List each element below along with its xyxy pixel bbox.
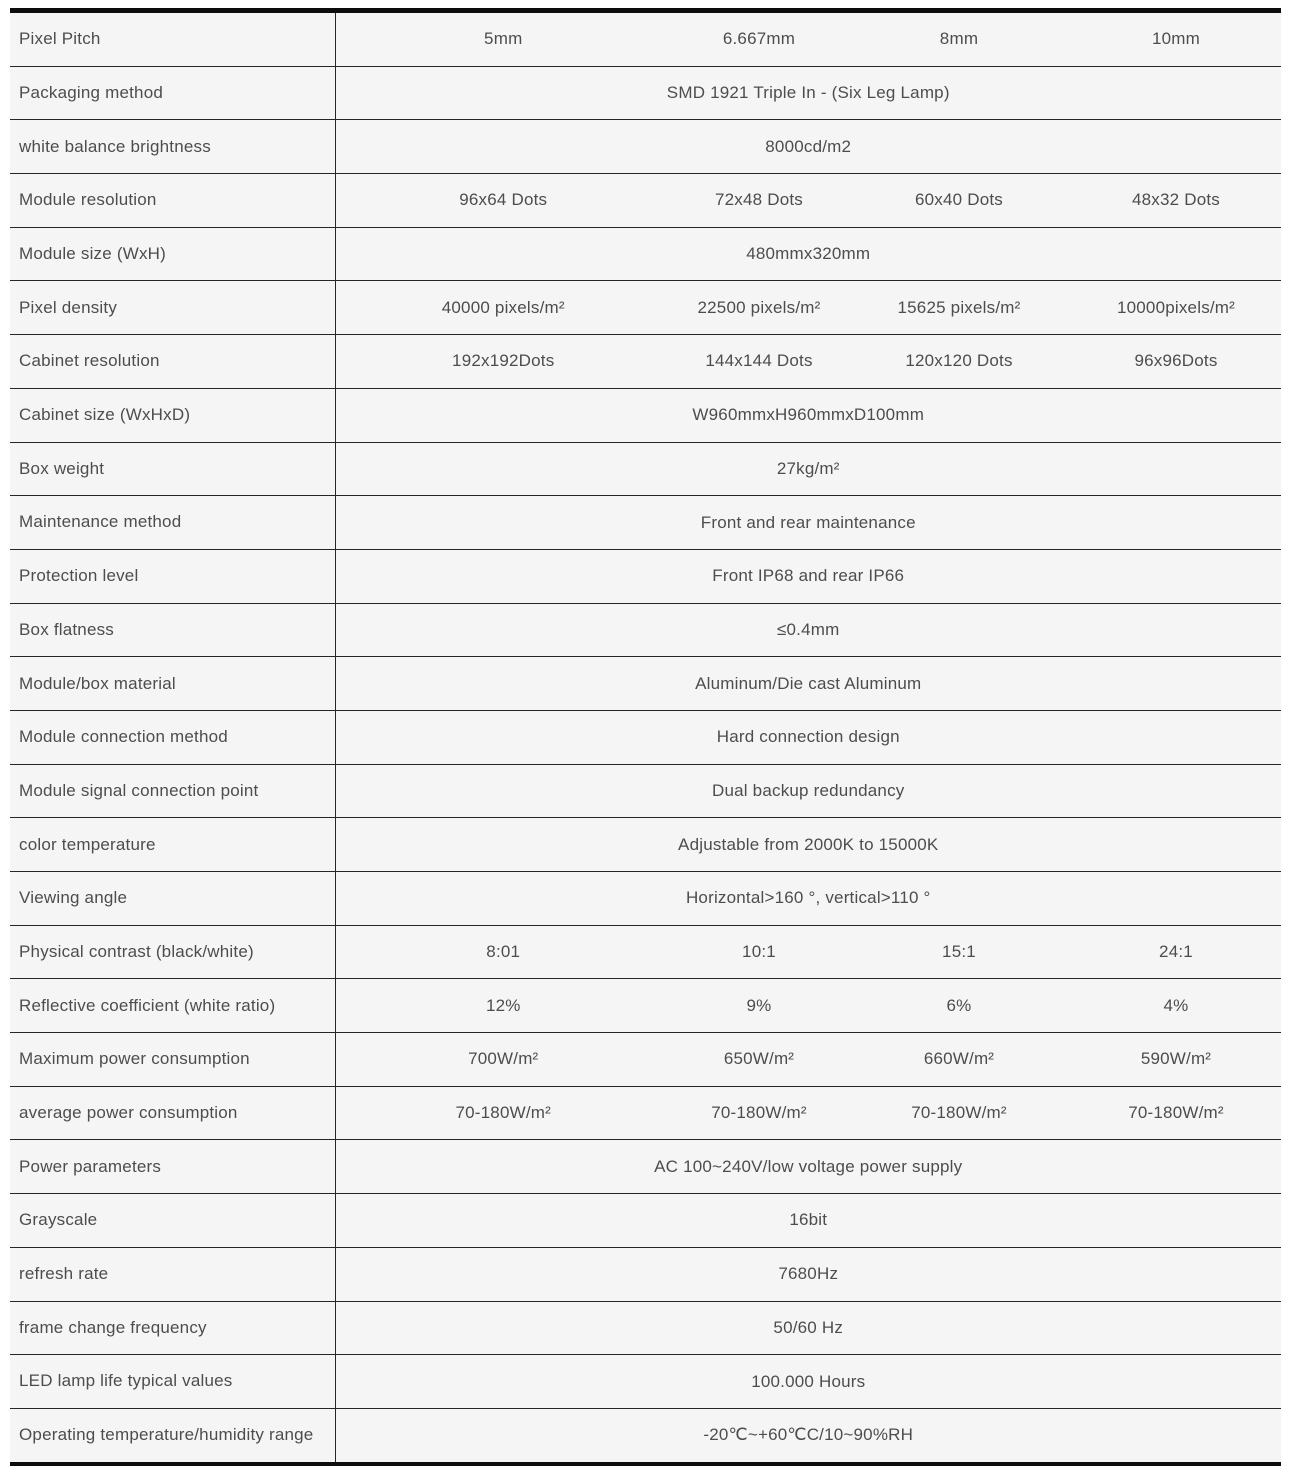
spec-value: 700W/m² bbox=[335, 1033, 671, 1087]
spec-value: 10mm bbox=[1071, 11, 1281, 67]
spec-label: Cabinet size (WxHxD) bbox=[10, 388, 335, 442]
spec-label: frame change frequency bbox=[10, 1301, 335, 1355]
spec-value: 4% bbox=[1071, 979, 1281, 1033]
table-row bbox=[10, 1355, 1281, 1409]
table-row bbox=[10, 603, 1281, 657]
spec-value-merged: W960mmxH960mmxD100mm bbox=[335, 388, 1281, 442]
table-row bbox=[10, 388, 1281, 442]
table-row bbox=[10, 1140, 1281, 1194]
spec-value: 22500 pixels/m² bbox=[671, 281, 847, 335]
spec-label: white balance brightness bbox=[10, 120, 335, 174]
spec-value: 590W/m² bbox=[1071, 1033, 1281, 1087]
spec-value-merged: 480mmx320mm bbox=[335, 227, 1281, 281]
spec-value-merged: 7680Hz bbox=[335, 1247, 1281, 1301]
table-row bbox=[10, 11, 1281, 67]
spec-value-merged: Horizontal>160 °, vertical>110 ° bbox=[335, 872, 1281, 926]
spec-sheet bbox=[10, 8, 1281, 1466]
table-row bbox=[10, 1301, 1281, 1355]
spec-label: Module size (WxH) bbox=[10, 227, 335, 281]
spec-value: 70-180W/m² bbox=[671, 1086, 847, 1140]
spec-value: 6% bbox=[847, 979, 1071, 1033]
spec-value-merged: AC 100~240V/low voltage power supply bbox=[335, 1140, 1281, 1194]
spec-value: 70-180W/m² bbox=[1071, 1086, 1281, 1140]
spec-value: 660W/m² bbox=[847, 1033, 1071, 1087]
spec-value: 6.667mm bbox=[671, 11, 847, 67]
table-row bbox=[10, 66, 1281, 120]
spec-value: 5mm bbox=[335, 11, 671, 67]
table-row bbox=[10, 335, 1281, 389]
spec-value-merged: Aluminum/Die cast Aluminum bbox=[335, 657, 1281, 711]
spec-label: Grayscale bbox=[10, 1194, 335, 1248]
spec-value: 120x120 Dots bbox=[847, 335, 1071, 389]
spec-label: Box weight bbox=[10, 442, 335, 496]
spec-value: 48x32 Dots bbox=[1071, 174, 1281, 228]
table-row bbox=[10, 1408, 1281, 1463]
table-row bbox=[10, 979, 1281, 1033]
spec-value: 8:01 bbox=[335, 925, 671, 979]
spec-value-merged: Front and rear maintenance bbox=[335, 496, 1281, 550]
spec-value: 650W/m² bbox=[671, 1033, 847, 1087]
spec-label: Maintenance method bbox=[10, 496, 335, 550]
spec-value: 9% bbox=[671, 979, 847, 1033]
spec-label: Box flatness bbox=[10, 603, 335, 657]
spec-label: Reflective coefficient (white ratio) bbox=[10, 979, 335, 1033]
table-row bbox=[10, 1033, 1281, 1087]
spec-label: average power consumption bbox=[10, 1086, 335, 1140]
spec-value-merged: Adjustable from 2000K to 15000K bbox=[335, 818, 1281, 872]
table-row bbox=[10, 227, 1281, 281]
spec-value: 96x64 Dots bbox=[335, 174, 671, 228]
table-row bbox=[10, 496, 1281, 550]
table-row bbox=[10, 1194, 1281, 1248]
spec-value-merged: Hard connection design bbox=[335, 710, 1281, 764]
spec-value-merged: 27kg/m² bbox=[335, 442, 1281, 496]
spec-label: Module resolution bbox=[10, 174, 335, 228]
spec-label: Protection level bbox=[10, 549, 335, 603]
spec-value: 8mm bbox=[847, 11, 1071, 67]
spec-label: LED lamp life typical values bbox=[10, 1355, 335, 1409]
spec-value: 10:1 bbox=[671, 925, 847, 979]
table-row bbox=[10, 710, 1281, 764]
table-row bbox=[10, 174, 1281, 228]
spec-value: 70-180W/m² bbox=[847, 1086, 1071, 1140]
spec-value-merged: 100.000 Hours bbox=[335, 1355, 1281, 1409]
spec-label: Packaging method bbox=[10, 66, 335, 120]
spec-value: 24:1 bbox=[1071, 925, 1281, 979]
spec-value-merged: Front IP68 and rear IP66 bbox=[335, 549, 1281, 603]
table-row bbox=[10, 657, 1281, 711]
spec-label: Pixel Pitch bbox=[10, 11, 335, 67]
table-row bbox=[10, 818, 1281, 872]
spec-label: Physical contrast (black/white) bbox=[10, 925, 335, 979]
spec-value: 60x40 Dots bbox=[847, 174, 1071, 228]
spec-value-merged: 50/60 Hz bbox=[335, 1301, 1281, 1355]
spec-value-merged: 8000cd/m2 bbox=[335, 120, 1281, 174]
spec-value: 72x48 Dots bbox=[671, 174, 847, 228]
spec-label: Maximum power consumption bbox=[10, 1033, 335, 1087]
spec-label: Module connection method bbox=[10, 710, 335, 764]
spec-label: Module signal connection point bbox=[10, 764, 335, 818]
spec-label: refresh rate bbox=[10, 1247, 335, 1301]
spec-table bbox=[10, 8, 1281, 1466]
spec-value: 144x144 Dots bbox=[671, 335, 847, 389]
spec-value-merged: SMD 1921 Triple In - (Six Leg Lamp) bbox=[335, 66, 1281, 120]
spec-value: 15:1 bbox=[847, 925, 1071, 979]
spec-value: 12% bbox=[335, 979, 671, 1033]
table-row bbox=[10, 442, 1281, 496]
spec-value: 192x192Dots bbox=[335, 335, 671, 389]
table-row bbox=[10, 872, 1281, 926]
spec-value-merged: ≤0.4mm bbox=[335, 603, 1281, 657]
spec-value-merged: 16bit bbox=[335, 1194, 1281, 1248]
table-row bbox=[10, 925, 1281, 979]
table-row bbox=[10, 764, 1281, 818]
spec-label: Module/box material bbox=[10, 657, 335, 711]
table-row bbox=[10, 549, 1281, 603]
table-row bbox=[10, 281, 1281, 335]
spec-label: Pixel density bbox=[10, 281, 335, 335]
spec-value: 15625 pixels/m² bbox=[847, 281, 1071, 335]
table-row bbox=[10, 120, 1281, 174]
spec-table-body bbox=[10, 11, 1281, 1464]
spec-value-merged: Dual backup redundancy bbox=[335, 764, 1281, 818]
table-row bbox=[10, 1247, 1281, 1301]
spec-value: 10000pixels/m² bbox=[1071, 281, 1281, 335]
spec-value-merged: -20℃~+60℃C/10~90%RH bbox=[335, 1408, 1281, 1463]
spec-label: Power parameters bbox=[10, 1140, 335, 1194]
spec-label: color temperature bbox=[10, 818, 335, 872]
spec-value: 96x96Dots bbox=[1071, 335, 1281, 389]
spec-value: 70-180W/m² bbox=[335, 1086, 671, 1140]
spec-label: Operating temperature/humidity range bbox=[10, 1408, 335, 1463]
spec-label: Cabinet resolution bbox=[10, 335, 335, 389]
spec-label: Viewing angle bbox=[10, 872, 335, 926]
spec-value: 40000 pixels/m² bbox=[335, 281, 671, 335]
table-row bbox=[10, 1086, 1281, 1140]
